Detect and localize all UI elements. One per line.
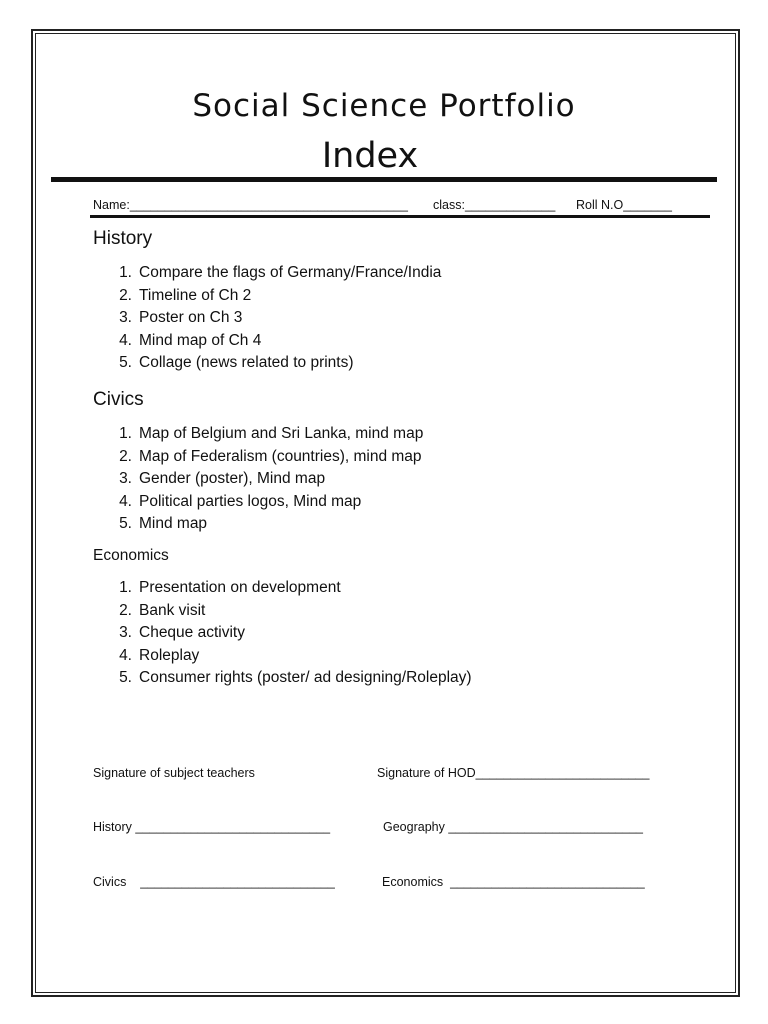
header-rule-thin bbox=[90, 215, 710, 218]
teachers-signature-label: Signature of subject teachers bbox=[93, 766, 255, 780]
economics-heading: Economics bbox=[93, 547, 169, 564]
list-item: 3. Poster on Ch 3 bbox=[119, 309, 243, 326]
list-item: 2. Timeline of Ch 2 bbox=[119, 286, 252, 304]
list-item: 5. Mind map bbox=[119, 515, 208, 532]
list-item: 2. Bank visit bbox=[119, 601, 206, 619]
economics-signature-line: Economics ____________________________ bbox=[382, 875, 645, 889]
list-item: 1. Map of Belgium and Sri Lanka, mind map bbox=[119, 425, 424, 442]
list-item: 3. Gender (poster), Mind map bbox=[119, 470, 326, 487]
history-list bbox=[93, 262, 441, 375]
geography-signature-line: Geography ____________________________ bbox=[383, 820, 643, 834]
header-rule-thick bbox=[51, 177, 717, 182]
history-signature-line: History ____________________________ bbox=[93, 820, 331, 834]
list-item: 5. Collage (news related to prints) bbox=[119, 354, 354, 371]
civics-signature-line: Civics ____________________________ bbox=[93, 875, 335, 889]
name-field: Name:________________________________________ bbox=[93, 198, 408, 212]
hod-signature-line: Signature of HOD_________________________ bbox=[377, 766, 650, 780]
list-item: 1. Compare the flags of Germany/France/India bbox=[119, 264, 442, 281]
document-title: Social Science Portfolio bbox=[192, 88, 576, 124]
class-field: class:_____________ bbox=[433, 198, 556, 212]
civics-heading: Civics bbox=[93, 389, 144, 410]
list-item: 3. Cheque activity bbox=[119, 624, 245, 641]
list-item: 1. Presentation on development bbox=[119, 579, 341, 596]
civics-list bbox=[93, 423, 423, 536]
list-item: 4. Mind map of Ch 4 bbox=[119, 331, 262, 349]
list-item: 4. Political parties logos, Mind map bbox=[119, 492, 362, 510]
list-item: 4. Roleplay bbox=[119, 646, 200, 664]
document-subtitle: Index bbox=[321, 136, 419, 176]
economics-list bbox=[93, 577, 472, 690]
list-item: 2. Map of Federalism (countries), mind map bbox=[119, 447, 422, 465]
history-heading: History bbox=[93, 228, 153, 249]
list-item: 5. Consumer rights (poster/ ad designing/Roleplay) bbox=[119, 669, 472, 686]
roll-field: Roll N.O_______ bbox=[576, 198, 672, 212]
